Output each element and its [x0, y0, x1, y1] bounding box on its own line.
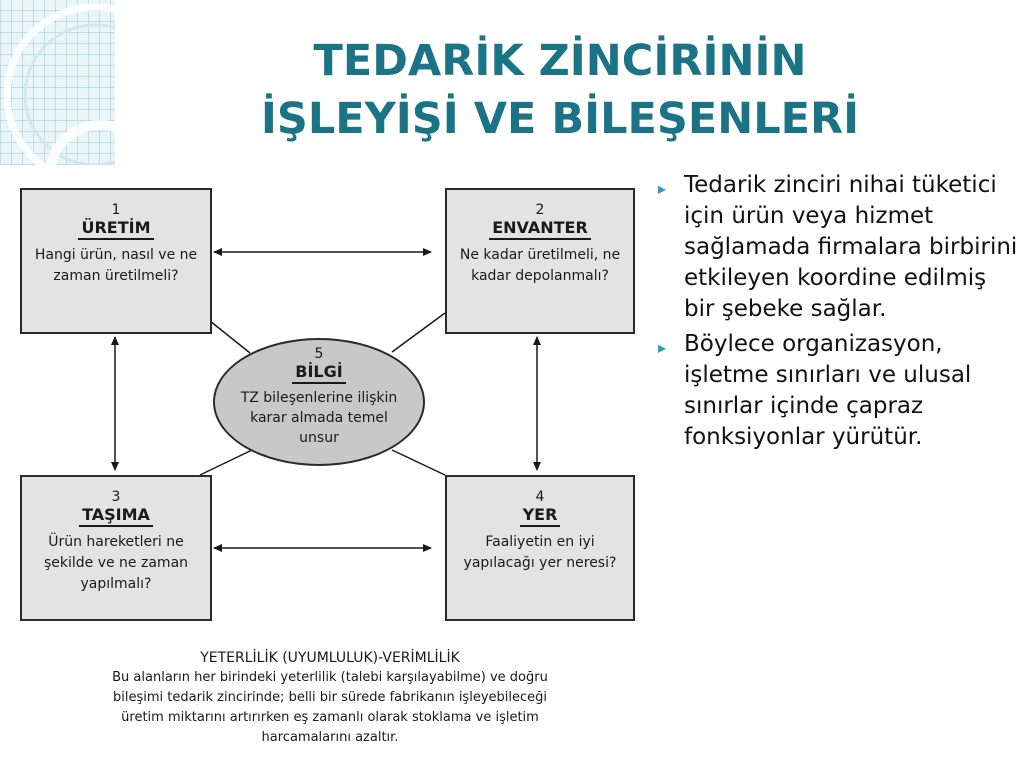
bullet-text: Böylece organizasyon, işletme sınırları ve ulusal sınırlar içinde çapraz fonksiyonlar yürütür.: [684, 331, 972, 450]
decorative-circles-icon: [0, 0, 115, 165]
title-line-1: TEDARİK ZİNCİRİNİN: [313, 36, 807, 86]
box-tasima-text: Ürün hareketleri ne şekilde ve ne zaman yapılmalı?: [43, 534, 189, 592]
title-line-2: İŞLEYİŞİ VE BİLEŞENLERİ: [260, 94, 860, 144]
box-yer: [445, 475, 635, 621]
diagram-caption: [95, 648, 565, 748]
supply-chain-diagram: [0, 170, 640, 640]
box-uretim-text: Hangi ürün, nasıl ve ne zaman üretilmeli?: [34, 247, 198, 284]
box-envanter: [445, 188, 635, 334]
box-yer-heading: YER: [520, 506, 561, 527]
box-uretim-heading: ÜRETİM: [78, 219, 153, 240]
box-envanter-text: Ne kadar üretilmeli, ne kadar depolanmalı?: [459, 247, 621, 284]
bullet-list: [656, 170, 1018, 457]
caption-body: Bu alanların her birindeki yeterlilik (talebi karşılayabilme) ve doğru bileşimi tedarik zincirinde; belli bir sürede fabrikanın işleyebileceği üretim miktarını artırırken eş zamanlı olarak stoklama ve işletim harcamalarını azaltır.: [112, 670, 548, 745]
box-yer-number: 4: [535, 489, 545, 505]
box-tasima-number: 3: [111, 489, 121, 505]
triangle-bullet-icon: ▸: [658, 179, 667, 198]
ellipse-bilgi: [213, 338, 425, 466]
bullet-item: [656, 170, 1018, 325]
ellipse-bilgi-number: 5: [314, 346, 324, 362]
connector-yer-bilgi: [392, 450, 445, 475]
bullet-text: Tedarik zinciri nihai tüketici için ürün veya hizmet sağlamada firmalara birbirini etkileyen koordine edilmiş bir şebeke sağlar.: [684, 172, 1018, 322]
connector-tasima-bilgi: [200, 450, 252, 475]
bullet-item: [656, 329, 1018, 453]
caption-heading: YETERLİLİK (UYUMLULUK)-VERİMLİLİK: [200, 650, 460, 666]
box-envanter-heading: ENVANTER: [489, 219, 591, 240]
triangle-bullet-icon: ▸: [658, 338, 667, 357]
decorative-corner: [0, 0, 115, 165]
box-yer-text: Faaliyetin en iyi yapılacağı yer neresi?: [463, 534, 617, 571]
ellipse-bilgi-text: TZ bileşenlerine ilişkin karar almada temel unsur: [240, 390, 398, 446]
box-uretim-number: 1: [111, 202, 121, 218]
ellipse-bilgi-heading: BİLGİ: [292, 363, 345, 384]
slide-title: [160, 32, 960, 148]
box-tasima: [20, 475, 212, 621]
box-uretim: [20, 188, 212, 334]
box-envanter-number: 2: [535, 202, 545, 218]
box-tasima-heading: TAŞIMA: [79, 506, 153, 527]
